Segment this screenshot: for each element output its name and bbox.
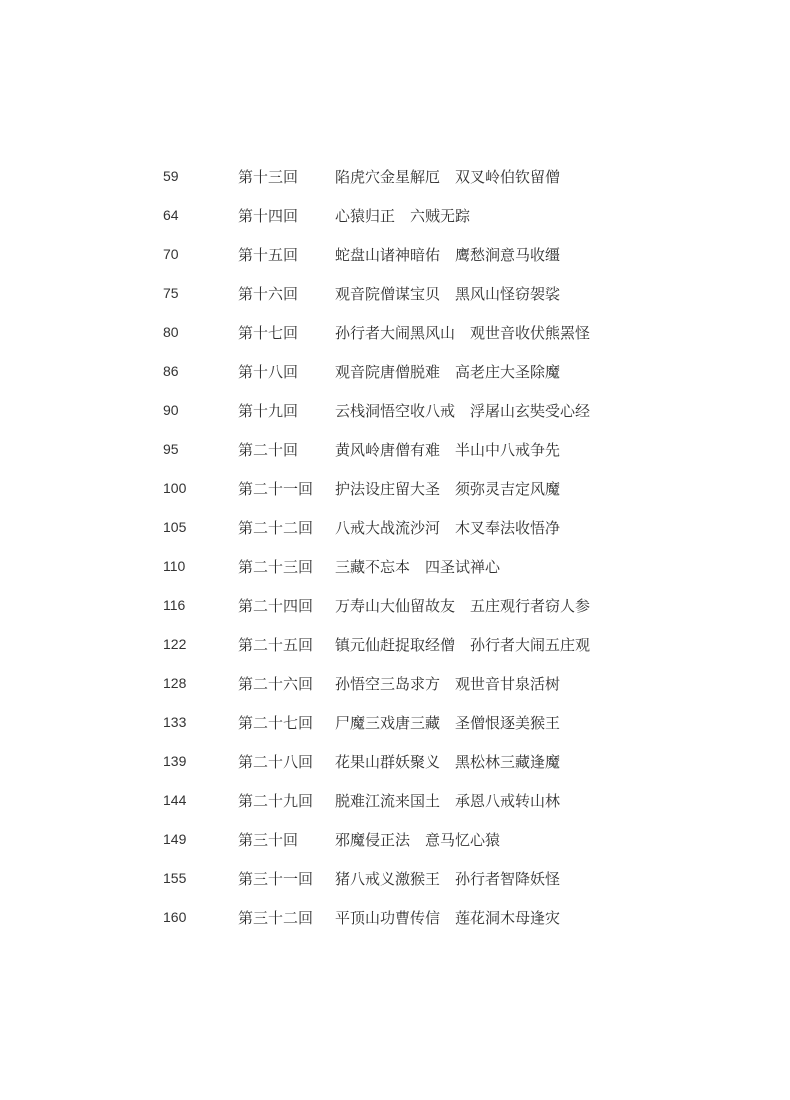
page-number: 110 [163, 558, 186, 574]
toc-entry [0, 829, 790, 868]
chapter-title [335, 361, 560, 383]
page-number: 105 [163, 519, 187, 535]
chapter-title [335, 439, 560, 461]
chapter-number: 第十三回 [238, 168, 299, 186]
chapter-title-first-couplet: 三藏不忘本 [335, 558, 411, 576]
chapter-number: 第二十五回 [238, 636, 314, 654]
chapter-title [335, 244, 560, 266]
chapter-title-second-couplet: 孙行者智降妖怪 [455, 870, 561, 888]
page-number: 144 [163, 792, 187, 808]
page-number: 90 [163, 402, 179, 418]
toc-entry [0, 751, 790, 790]
page-number: 100 [163, 480, 187, 496]
toc-entry [0, 712, 790, 751]
chapter-title [335, 166, 560, 188]
chapter-title [335, 829, 500, 851]
chapter-title-second-couplet: 意马忆心猿 [425, 831, 501, 849]
toc-entry [0, 868, 790, 907]
toc-entry [0, 439, 790, 478]
chapter-title [335, 322, 590, 344]
chapter-title-second-couplet: 高老庄大圣除魔 [455, 363, 561, 381]
toc-entry [0, 322, 790, 361]
toc-entry [0, 907, 790, 946]
chapter-title [335, 673, 560, 695]
page-number: 139 [163, 753, 187, 769]
page-number: 116 [163, 597, 186, 613]
chapter-number: 第十四回 [238, 207, 299, 225]
chapter-number: 第三十二回 [238, 909, 314, 927]
chapter-title-second-couplet: 莲花洞木母逢灾 [455, 909, 561, 927]
chapter-number: 第二十四回 [238, 597, 314, 615]
chapter-title-first-couplet: 云栈洞悟空收八戒 [335, 402, 456, 420]
page-number: 160 [163, 909, 187, 925]
toc-entry [0, 361, 790, 400]
toc-entry [0, 244, 790, 283]
chapter-number: 第二十三回 [238, 558, 314, 576]
chapter-number: 第三十回 [238, 831, 299, 849]
chapter-number: 第十六回 [238, 285, 299, 303]
chapter-title-second-couplet: 黑松林三藏逢魔 [455, 753, 561, 771]
chapter-title-first-couplet: 孙悟空三岛求方 [335, 675, 441, 693]
page-number: 133 [163, 714, 187, 730]
toc-entry [0, 556, 790, 595]
chapter-title [335, 283, 560, 305]
chapter-title-first-couplet: 猪八戒义激猴王 [335, 870, 441, 888]
chapter-title [335, 868, 560, 890]
chapter-title-first-couplet: 陷虎穴金星解厄 [335, 168, 441, 186]
chapter-number: 第二十六回 [238, 675, 314, 693]
chapter-title [335, 517, 560, 539]
chapter-title [335, 634, 590, 656]
chapter-number: 第三十一回 [238, 870, 314, 888]
chapter-title-second-couplet: 双叉岭伯钦留僧 [455, 168, 561, 186]
chapter-number: 第十八回 [238, 363, 299, 381]
page-number: 80 [163, 324, 179, 340]
chapter-title-first-couplet: 黄风岭唐僧有难 [335, 441, 441, 459]
chapter-title-second-couplet: 浮屠山玄奘受心经 [470, 402, 591, 420]
chapter-title [335, 478, 560, 500]
page-number: 75 [163, 285, 179, 301]
chapter-title-first-couplet: 观音院唐僧脱难 [335, 363, 441, 381]
chapter-title [335, 790, 560, 812]
toc-entry [0, 634, 790, 673]
page-number: 155 [163, 870, 187, 886]
chapter-title-first-couplet: 脱难江流来国土 [335, 792, 441, 810]
toc-entry [0, 205, 790, 244]
chapter-title-first-couplet: 万寿山大仙留故友 [335, 597, 456, 615]
chapter-title-first-couplet: 尸魔三戏唐三藏 [335, 714, 441, 732]
chapter-title-first-couplet: 邪魔侵正法 [335, 831, 411, 849]
toc-entry [0, 166, 790, 205]
chapter-title-first-couplet: 平顶山功曹传信 [335, 909, 441, 927]
chapter-number: 第十五回 [238, 246, 299, 264]
chapter-number: 第十九回 [238, 402, 299, 420]
chapter-number: 第二十九回 [238, 792, 314, 810]
page-number: 122 [163, 636, 187, 652]
chapter-title-second-couplet: 半山中八戒争先 [455, 441, 561, 459]
chapter-title-second-couplet: 圣僧恨逐美猴王 [455, 714, 561, 732]
chapter-title-first-couplet: 心猿归正 [335, 207, 396, 225]
chapter-title [335, 907, 560, 929]
page-number: 128 [163, 675, 187, 691]
chapter-title-second-couplet: 黑风山怪窃袈裟 [455, 285, 561, 303]
chapter-title-second-couplet: 须弥灵吉定风魔 [455, 480, 561, 498]
chapter-title-first-couplet: 八戒大战流沙河 [335, 519, 441, 537]
chapter-title [335, 712, 560, 734]
page-number: 59 [163, 168, 179, 184]
chapter-number: 第二十八回 [238, 753, 314, 771]
toc-entry [0, 478, 790, 517]
chapter-title-first-couplet: 观音院僧谋宝贝 [335, 285, 441, 303]
page-number: 149 [163, 831, 187, 847]
chapter-title-second-couplet: 五庄观行者窃人参 [470, 597, 591, 615]
page-number: 86 [163, 363, 179, 379]
page-number: 95 [163, 441, 179, 457]
chapter-number: 第二十七回 [238, 714, 314, 732]
chapter-number: 第十七回 [238, 324, 299, 342]
toc-entry [0, 283, 790, 322]
chapter-title-first-couplet: 孙行者大闹黑风山 [335, 324, 456, 342]
chapter-number: 第二十二回 [238, 519, 314, 537]
chapter-number: 第二十一回 [238, 480, 314, 498]
chapter-title-second-couplet: 六贼无踪 [410, 207, 471, 225]
chapter-title-second-couplet: 观世音收伏熊罴怪 [470, 324, 591, 342]
chapter-title [335, 595, 590, 617]
toc-entry [0, 673, 790, 712]
chapter-number: 第二十回 [238, 441, 299, 459]
chapter-title-second-couplet: 四圣试禅心 [425, 558, 501, 576]
chapter-title-first-couplet: 花果山群妖聚义 [335, 753, 441, 771]
toc-entry [0, 517, 790, 556]
chapter-title-second-couplet: 孙行者大闹五庄观 [470, 636, 591, 654]
chapter-title [335, 400, 590, 422]
chapter-title-second-couplet: 木叉奉法收悟净 [455, 519, 561, 537]
page-number: 64 [163, 207, 179, 223]
toc-entry [0, 595, 790, 634]
chapter-title-first-couplet: 镇元仙赶捉取经僧 [335, 636, 456, 654]
chapter-title-first-couplet: 护法设庄留大圣 [335, 480, 441, 498]
chapter-title-second-couplet: 鹰愁涧意马收缰 [455, 246, 561, 264]
chapter-title [335, 205, 470, 227]
chapter-title-second-couplet: 观世音甘泉活树 [455, 675, 561, 693]
chapter-title-second-couplet: 承恩八戒转山林 [455, 792, 561, 810]
chapter-title [335, 751, 560, 773]
toc-entry [0, 790, 790, 829]
chapter-title [335, 556, 500, 578]
chapter-title-first-couplet: 蛇盘山诸神暗佑 [335, 246, 441, 264]
page-number: 70 [163, 246, 179, 262]
table-of-contents [0, 166, 790, 946]
toc-entry [0, 400, 790, 439]
